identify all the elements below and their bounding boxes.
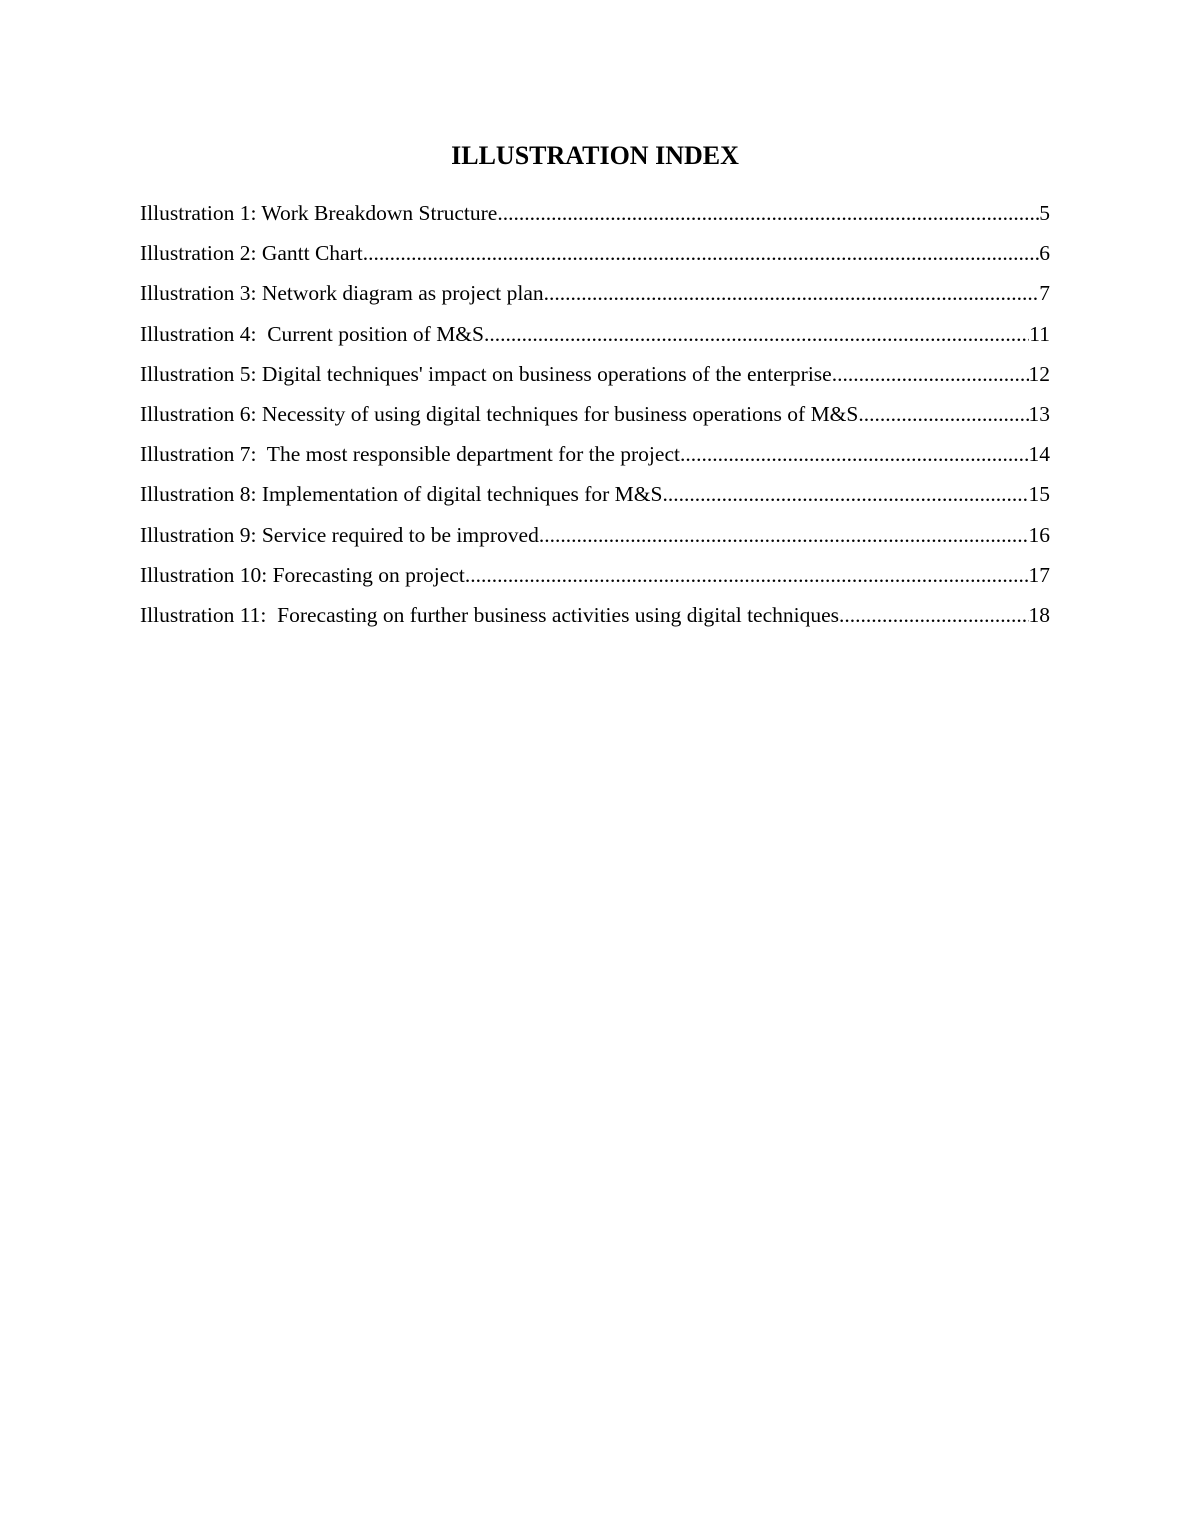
index-entry-10[interactable]	[140, 559, 1050, 599]
index-entry-label: Illustration 9: Service required to be improved	[140, 522, 539, 547]
index-entry-6[interactable]	[140, 398, 1050, 438]
dot-leader	[363, 237, 1040, 269]
dot-leader	[544, 277, 1040, 309]
index-entry-8[interactable]	[140, 478, 1050, 518]
dot-leader	[484, 318, 1029, 350]
index-entry-label: Illustration 2: Gantt Chart	[140, 241, 363, 266]
dot-leader	[680, 438, 1029, 470]
index-entry-label: Illustration 3: Network diagram as project plan	[140, 281, 544, 306]
index-entry-5[interactable]	[140, 358, 1050, 398]
index-entry-3[interactable]	[140, 277, 1050, 317]
index-entry-11[interactable]	[140, 599, 1050, 639]
index-entry-label: Illustration 1: Work Breakdown Structure	[140, 201, 498, 225]
index-entry-page-number: 7	[1039, 281, 1050, 306]
page-title: ILLUSTRATION INDEX	[451, 141, 739, 170]
index-entry-label: Illustration 4: Current position of M&S	[140, 321, 484, 346]
index-entry-label: Illustration 6: Necessity of using digital techniques for business operations of M&S	[140, 401, 859, 426]
index-entry-page-number: 14	[1028, 442, 1050, 467]
dot-leader	[662, 478, 1028, 510]
dot-leader	[832, 358, 1029, 390]
index-entry-page-number: 13	[1028, 401, 1050, 426]
index-entry-label: Illustration 11: Forecasting on further business activities using digital techniques	[140, 602, 840, 627]
dot-leader	[465, 559, 1029, 591]
illustration-index-list	[140, 197, 1050, 639]
index-entry-1[interactable]	[140, 197, 1050, 237]
index-entry-page-number: 12	[1028, 361, 1050, 386]
index-entry-page-number: 6	[1039, 241, 1050, 266]
index-entry-page-number: 18	[1028, 602, 1050, 627]
index-entry-page-number: 11	[1029, 321, 1050, 346]
index-entry-page-number: 16	[1028, 522, 1050, 547]
index-entry-9[interactable]	[140, 519, 1050, 559]
index-entry-4[interactable]	[140, 318, 1050, 358]
index-entry-page-number: 15	[1028, 482, 1050, 507]
index-entry-page-number: 5	[1039, 201, 1050, 225]
dot-leader	[858, 398, 1028, 430]
index-entry-page-number: 17	[1028, 562, 1050, 587]
index-entry-label: Illustration 8: Implementation of digital techniques for M&S	[140, 482, 663, 507]
index-entry-2[interactable]	[140, 237, 1050, 277]
dot-leader	[539, 519, 1029, 551]
index-entry-7[interactable]	[140, 438, 1050, 478]
dot-leader	[497, 197, 1039, 229]
index-entry-label: Illustration 5: Digital techniques' impact on business operations of the enterprise	[140, 361, 832, 386]
index-entry-label: Illustration 10: Forecasting on project	[140, 562, 465, 587]
dot-leader	[839, 599, 1028, 631]
index-entry-label: Illustration 7: The most responsible department for the project	[140, 442, 680, 467]
